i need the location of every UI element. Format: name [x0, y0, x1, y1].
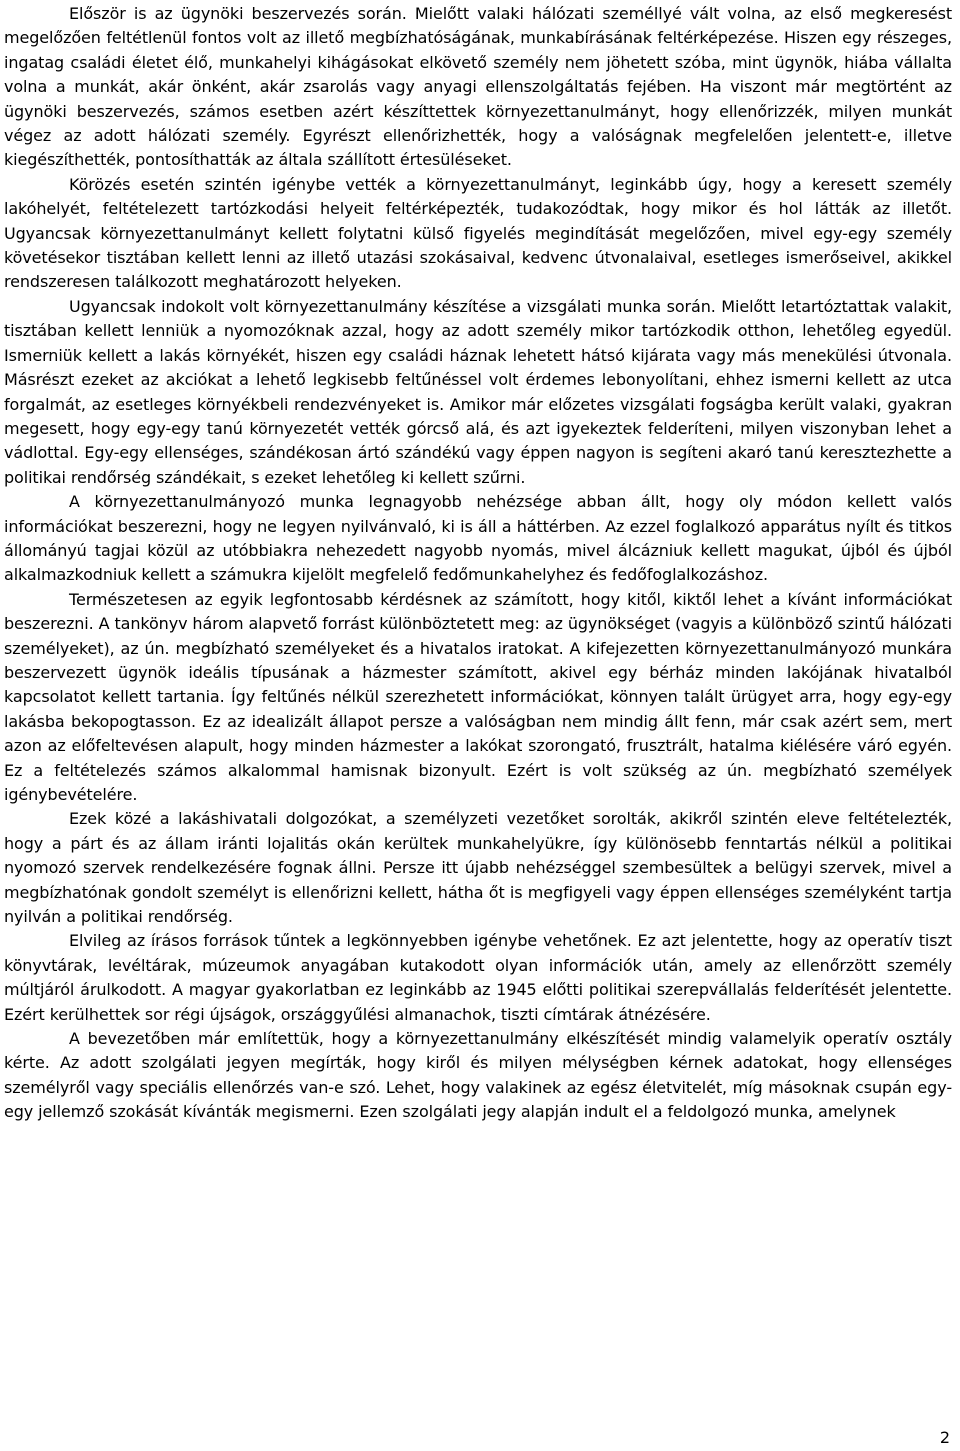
paragraph-2: Körözés esetén szintén igénybe vették a környezettanulmányt, leginkább úgy, hogy a keresett személy lakóhelyét, feltételezett tartózkodási helyeit feltérképezték, tudakozódtak, hogy mikor és hol látták az illetőt. Ugyancsak környezettanulmányt kellett folytatni külső figyelés megindítását megelőzően, mivel egy-egy személy követésekor tisztában kellett lenni az illető utazási szokásaival, kedvenc útvonalaival, esetleges ismerőseivel, akikkel rendszeresen találkozott meghatározott helyeken. — [4, 174, 952, 292]
paragraph-4: A környezettanulmányozó munka legnagyobb nehézsége abban állt, hogy oly módon kellett valós információkat beszerezni, hogy ne legyen nyilvánvaló, ki is áll a háttérben. Az ezzel foglalkozó apparátus nyílt és titkos állományú tagjai közül az utóbbiakra nehezedett nagyobb nyomás, mivel álcázniuk kellett magukat, újból és újból alkalmazkodniuk kellett a számukra kijelölt megfelelő fedőmunkahelyhez és fedőfoglalkozáshoz. — [4, 492, 952, 585]
paragraph-3: Ugyancsak indokolt volt környezettanulmány készítése a vizsgálati munka során. Mielőtt letartóztattak valakit, tisztában kellett lenniük a nyomozóknak azzal, hogy az adott személy mikor tartózkodik otthon, lehetőleg egyedül. Ismerniük kellett a lakás környékét, hiszen egy családi háznak lehetett hátsó kijárata vagy más menekülési útvonala. Másrészt ezeket az akciókat a lehető legkisebb feltűnéssel volt érdemes lebonyolítani, ehhez ismerni kellett az utca forgalmát, az esetleges környékbeli rendezvényeket is. Amikor már előzetes vizsgálati fogságba került valaki, gyakran megesett, hogy egy-egy tanú környezetét vették górcső alá, és azt igyekeztek felderíteni, milyen viszonyban lehet a vádlottal. Egy-egy ellenséges, szándékosan ártó szándékú vagy éppen nagyon is segíteni akaró tanú keresztezhette a politikai rendőrség szándékait, s ezeket lehetőleg ki kellett szűrni. — [4, 296, 952, 487]
paragraph-5: Természetesen az egyik legfontosabb kérdésnek az számított, hogy kitől, kiktől lehet a kívánt információkat beszerezni. A tankönyv három alapvető forrást különböztetett meg: az ügynökséget (vagyis a különböző szintű hálózati személyeket), az ún. megbízható személyeket és a hivatalos iratokat. A kifejezetten környezettanulmányozó munkára beszervezett ügynök ideális típusának a házmester számított, akivel egy bérház minden lakójának hivatalból kapcsolatot kellett tartania. Így feltűnés nélkül szerezhetett információkat, könnyen talált ürügyet arra, hogy egy-egy lakásba bekopogtasson. Ez az idealizált állapot persze a valóságban nem mindig állt fenn, már csak azért sem, mert azon az előfeltevésen alapult, hogy minden házmester a lakókat szorongató, frusztrált, hatalma kiélésére váró egyén. Ez a feltételezés számos alkalommal hamisnak bizonyult. Ezért is volt szükség az ún. megbízható személyek igénybevételére. — [4, 589, 952, 804]
paragraph-7: Elvileg az írásos források tűntek a legkönnyebben igénybe vehetőnek. Ez azt jelentette, hogy az operatív tiszt könyvtárak, levéltárak, múzeumok anyagában kutakodott olyan információk után, amely az ellenőrzött személy múltjáról árulkodott. A magyar gyakorlatban ez leginkább az 1945 előtti politikai szerepvállalás felderítését jelentette. Ezért kerülhettek sor régi újságok, országgyűlési almanachok, tiszti címtárak átnézésére. — [4, 931, 952, 1024]
paragraph-1: Először is az ügynöki beszervezés során. Mielőtt valaki hálózati személlyé vált volna, az első megkeresést megelőzően feltétlenül fontos volt az illető megbízhatóságának, munkabírásának feltérképezése. Hiszen egy részeges, ingatag családi életet élő, munkahelyi kihágásokat elkövető személy nem jöhetett szóba, mint ügynök, hiába vállalta volna a munkát, akár önként, akár zsarolás vagy anyagi ellenszolgáltatás fejében. Ha viszont már megtörtént az ügynöki beszervezés, számos esetben azért készíttettek környezettanulmányt, hogy ellenőrizzék, milyen munkát végez az adott hálózati személy. Egyrészt ellenőrizhették, hogy a valóságnak megfelelően jelentett-e, illetve kiegészíthették, pontosíthatták az általa szállított értesüléseket. — [4, 4, 952, 170]
paragraph-6: Ezek közé a lakáshivatali dolgozókat, a személyzeti vezetőket sorolták, akikről szintén eleve feltételezték, hogy a párt és az állam iránti lojalitás okán kerültek munkahelyükre, így különösebb fenntartás nélkül a politikai nyomozó szervek rendelkezésére fognak állni. Persze itt újabb nehézséggel szembesültek a belügyi szervek, mivel a megbízhatónak gondolt személyt is ellenőrizni kellett, hátha őt is megfigyeli vagy éppen ellenséges személyként tartja nyilván a politikai rendőrség. — [4, 809, 952, 927]
body-text — [4, 2, 952, 1125]
page-number: 2 — [939, 1428, 950, 1447]
paragraph-8: A bevezetőben már említettük, hogy a környezettanulmány elkészítését mindig valamelyik operatív osztály kérte. Az adott szolgálati jegyen megírták, hogy kiről és milyen mélységben kérnek adatokat, hogy ellenséges személyről vagy speciális ellenőrzés van-e szó. Lehet, hogy valakinek az egész életvitelét, míg másoknak csupán egy-egy jellemző szokását kívánták megismerni. Ezen szolgálati jegy alapján indult el a feldolgozó munka, amelynek — [4, 1029, 952, 1122]
